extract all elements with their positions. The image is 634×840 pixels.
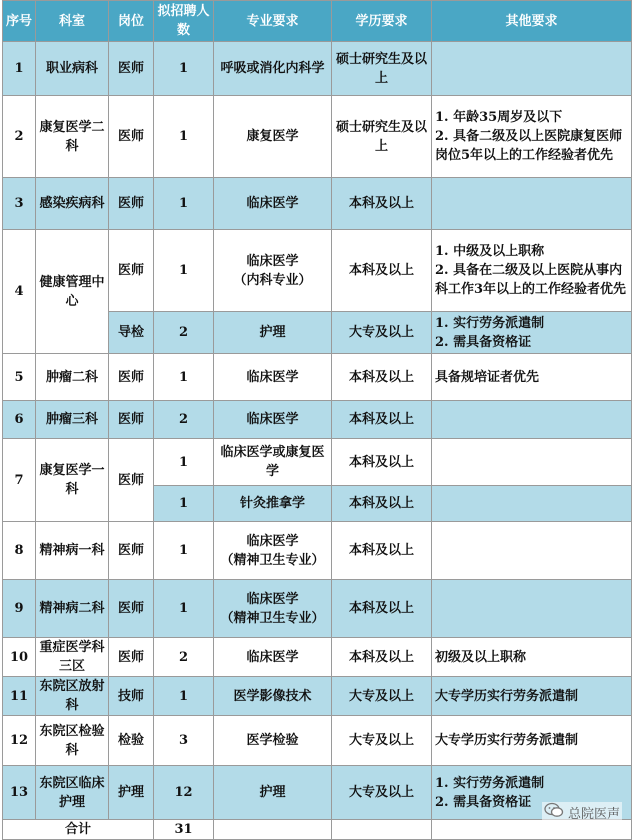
cell-dept: 健康管理中心	[36, 230, 109, 354]
table-row	[3, 580, 632, 638]
cell-count: 1	[154, 178, 214, 230]
cell-other	[432, 439, 632, 486]
cell-line: 临床医学	[246, 253, 299, 269]
cell-other: 大专学历实行劳务派遣制	[432, 677, 632, 716]
cell-count: 1	[154, 522, 214, 580]
cell-major: 临床医学	[214, 354, 332, 401]
cell-count: 2	[154, 638, 214, 677]
cell-other: 具备规培证者优先	[432, 354, 632, 401]
cell-dept: 康复医学二科	[36, 96, 109, 178]
watermark	[542, 802, 622, 822]
cell-dept: 精神病一科	[36, 522, 109, 580]
cell-pos: 检验	[109, 716, 154, 766]
cell-empty	[332, 820, 432, 840]
cell-count: 1	[154, 677, 214, 716]
cell-count: 1	[154, 354, 214, 401]
cell-major: 医学检验	[214, 716, 332, 766]
cell-no: 8	[3, 522, 36, 580]
cell-no: 6	[3, 401, 36, 439]
header-major: 专业要求	[214, 1, 332, 42]
cell-other	[432, 486, 632, 522]
table-row	[3, 638, 632, 677]
cell-no: 2	[3, 96, 36, 178]
cell-line: 1. 年龄35周岁及以下	[435, 110, 563, 125]
cell-pos: 医师	[109, 230, 154, 312]
cell-count: 1	[154, 580, 214, 638]
cell-major	[214, 522, 332, 580]
cell-line: 1. 实行劳务派遣制	[435, 315, 545, 331]
table-row	[3, 42, 632, 96]
cell-major	[214, 580, 332, 638]
cell-dept: 职业病科	[36, 42, 109, 96]
cell-major: 临床医学	[214, 401, 332, 439]
cell-pos: 导检	[109, 312, 154, 354]
table-row	[3, 354, 632, 401]
cell-dept: 精神病二科	[36, 580, 109, 638]
table-row	[3, 716, 632, 766]
cell-other: 初级及以上职称	[432, 638, 632, 677]
cell-edu: 本科及以上	[332, 230, 432, 312]
cell-count: 12	[154, 766, 214, 820]
cell-edu: 本科及以上	[332, 354, 432, 401]
cell-other: 大专学历实行劳务派遣制	[432, 716, 632, 766]
cell-other	[432, 42, 632, 96]
cell-edu: 大专及以上	[332, 766, 432, 820]
total-count: 31	[154, 820, 214, 840]
cell-edu: 本科及以上	[332, 638, 432, 677]
cell-major: 临床医学	[214, 638, 332, 677]
cell-dept: 感染疾病科	[36, 178, 109, 230]
cell-other	[432, 580, 632, 638]
total-label: 合计	[3, 820, 154, 840]
cell-major	[214, 230, 332, 312]
cell-line: 临床医学	[246, 533, 299, 549]
cell-edu: 硕士研究生及以上	[332, 96, 432, 178]
cell-pos: 医师	[109, 42, 154, 96]
cell-other	[432, 522, 632, 580]
cell-major: 临床医学或康复医学	[214, 439, 332, 486]
cell-edu: 本科及以上	[332, 401, 432, 439]
cell-dept: 重症医学科三区	[36, 638, 109, 677]
cell-pos: 医师	[109, 354, 154, 401]
cell-no: 13	[3, 766, 36, 820]
cell-edu: 本科及以上	[332, 178, 432, 230]
cell-major: 护理	[214, 766, 332, 820]
cell-count: 2	[154, 401, 214, 439]
cell-other	[432, 230, 632, 312]
cell-line: （精神卫生专业）	[220, 552, 325, 568]
cell-no: 11	[3, 677, 36, 716]
cell-empty	[214, 820, 332, 840]
cell-dept: 东院区放射科	[36, 677, 109, 716]
cell-count: 3	[154, 716, 214, 766]
cell-dept: 肿瘤三科	[36, 401, 109, 439]
cell-other	[432, 178, 632, 230]
cell-dept: 东院区检验科	[36, 716, 109, 766]
cell-pos: 医师	[109, 178, 154, 230]
cell-no: 10	[3, 638, 36, 677]
cell-pos: 护理	[109, 766, 154, 820]
table-row	[3, 677, 632, 716]
cell-edu: 本科及以上	[332, 486, 432, 522]
cell-line: 2. 需具备资格证	[435, 794, 532, 810]
header-other: 其他要求	[432, 1, 632, 42]
cell-edu: 本科及以上	[332, 580, 432, 638]
cell-major: 康复医学	[214, 96, 332, 178]
cell-major: 护理	[214, 312, 332, 354]
cell-no: 12	[3, 716, 36, 766]
cell-major: 医学影像技术	[214, 677, 332, 716]
cell-pos: 医师	[109, 401, 154, 439]
cell-major: 临床医学	[214, 178, 332, 230]
table-row	[3, 766, 632, 820]
cell-no: 3	[3, 178, 36, 230]
table-row	[3, 522, 632, 580]
cell-major: 呼吸或消化内科学	[214, 42, 332, 96]
cell-other	[432, 401, 632, 439]
cell-line: 2. 具备在二级及以上医院从事内科工作3年以上的工作经验者优先	[435, 263, 627, 297]
cell-empty	[432, 820, 632, 840]
cell-other	[432, 96, 632, 178]
header-row	[3, 1, 632, 42]
total-row	[3, 820, 632, 840]
header-edu: 学历要求	[332, 1, 432, 42]
cell-dept: 肿瘤二科	[36, 354, 109, 401]
table-row	[3, 401, 632, 439]
cell-line: （内科专业）	[233, 272, 312, 288]
cell-count: 1	[154, 96, 214, 178]
cell-pos: 技师	[109, 677, 154, 716]
cell-other	[432, 312, 632, 354]
cell-dept: 东院区临床护理	[36, 766, 109, 820]
wechat-icon	[544, 802, 564, 822]
cell-edu: 本科及以上	[332, 522, 432, 580]
cell-no: 9	[3, 580, 36, 638]
header-pos: 岗位	[109, 1, 154, 42]
table-row	[3, 439, 632, 486]
cell-count: 1	[154, 486, 214, 522]
table-row	[3, 96, 632, 178]
cell-no: 5	[3, 354, 36, 401]
cell-line: （精神卫生专业）	[220, 610, 325, 626]
cell-edu: 本科及以上	[332, 439, 432, 486]
header-no: 序号	[3, 1, 36, 42]
header-count: 拟招聘人数	[154, 1, 214, 42]
cell-count: 2	[154, 312, 214, 354]
cell-count: 1	[154, 439, 214, 486]
header-dept: 科室	[36, 1, 109, 42]
cell-no: 4	[3, 230, 36, 354]
cell-line: 2. 具备二级及以上医院康复医师岗位5年以上的工作经验者优先	[435, 129, 623, 163]
cell-no: 1	[3, 42, 36, 96]
cell-edu: 大专及以上	[332, 716, 432, 766]
watermark-text: 总院医声	[567, 806, 620, 822]
cell-pos: 医师	[109, 96, 154, 178]
cell-pos: 医师	[109, 580, 154, 638]
cell-edu: 硕士研究生及以上	[332, 42, 432, 96]
cell-dept: 康复医学一科	[36, 439, 109, 522]
cell-count: 1	[154, 42, 214, 96]
cell-line: 临床医学	[246, 591, 299, 607]
table-row	[3, 230, 632, 312]
cell-line: 1. 实行劳务派遣制	[435, 775, 545, 791]
table-row	[3, 178, 632, 230]
cell-pos: 医师	[109, 638, 154, 677]
cell-no: 7	[3, 439, 36, 522]
cell-count: 1	[154, 230, 214, 312]
cell-edu: 大专及以上	[332, 312, 432, 354]
cell-edu: 大专及以上	[332, 677, 432, 716]
recruitment-table	[2, 0, 632, 840]
cell-pos: 医师	[109, 522, 154, 580]
cell-line: 2. 需具备资格证	[435, 334, 532, 350]
cell-pos: 医师	[109, 439, 154, 522]
cell-line: 1. 中级及以上职称	[435, 244, 545, 259]
cell-major: 针灸推拿学	[214, 486, 332, 522]
